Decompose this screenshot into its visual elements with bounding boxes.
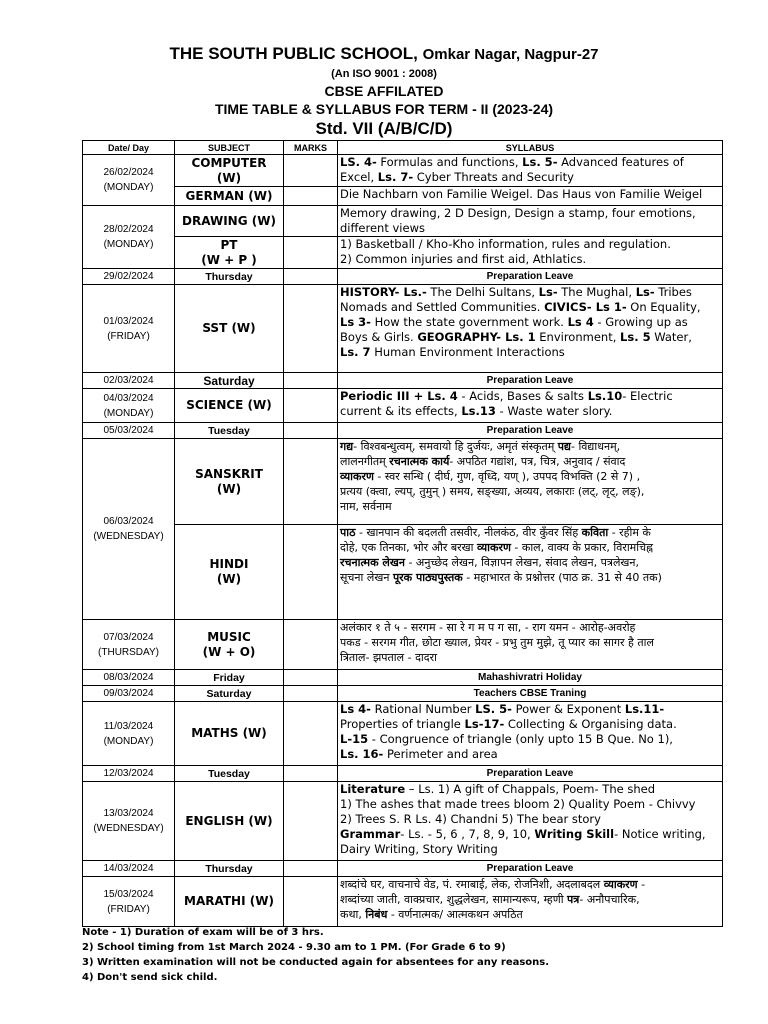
note-line: 4) Don't send sick child. (82, 972, 218, 983)
marks-cell (284, 670, 338, 686)
note-cell: Preparation Leave (338, 373, 723, 389)
subject-cell: HINDI (W) (175, 525, 284, 620)
syllabus-cell: पाठ - खानपान की बदलती तसवीर, नीलकंठ, वीर कुँवर सिंह कविता - रहीम के दोहे, एक तिनका, भोर और बरखा व्याकरण - काल, वाक्य के प्रकार, विरामचिह्न रचनात्मक लेखन - अनुच्छेद लेखन, विज्ञापन लेखन, संवाद लेखन, पत्रलेखन, सूचना लेखन पूरक पाठ्यपुस्तक - महाभारत के प्रश्नोत्तर (पाठ क्र. 31 से 40 तक) (338, 525, 723, 620)
table-row (83, 877, 723, 927)
subject-cell: GERMAN (W) (175, 187, 284, 206)
table-row (83, 766, 723, 782)
table-row (83, 670, 723, 686)
subject-cell: SCIENCE (W) (175, 389, 284, 423)
col-syllabus: SYLLABUS (338, 141, 723, 155)
marks-cell (284, 423, 338, 439)
date-cell: 09/03/2024 (83, 686, 175, 702)
notes (82, 925, 549, 985)
note-cell: Preparation Leave (338, 423, 723, 439)
marks-cell (284, 155, 338, 187)
syllabus-cell: Literature – Ls. 1) A gift of Chappals, Poem- The shed 1) The ashes that made trees bloom 2) Quality Poem - Chivvy 2) Trees S. R Ls. 4) Chandni 5) The bear story Grammar- Ls. - 5, 6 , 7, 8, 9, 10, Writing Skill- Notice writing, Dairy Writing, Story Writing (338, 782, 723, 861)
date-cell: 08/03/2024 (83, 670, 175, 686)
col-marks: MARKS (284, 141, 338, 155)
date-cell: 11/03/2024 (MONDAY) (83, 702, 175, 766)
marks-cell (284, 285, 338, 373)
table-row (83, 285, 723, 373)
subject-cell: COMPUTER (W) (175, 155, 284, 187)
table-row (83, 237, 723, 269)
note-cell: Preparation Leave (338, 269, 723, 285)
marks-cell (284, 877, 338, 927)
table-row (83, 423, 723, 439)
table-row (83, 187, 723, 206)
document-title: TIME TABLE & SYLLABUS FOR TERM - II (2023-24) (214, 101, 554, 117)
standard: Std. VII (A/B/C/D) (315, 119, 453, 138)
subject-cell: MUSIC (W + O) (175, 620, 284, 670)
table-row (83, 389, 723, 423)
marks-cell (284, 702, 338, 766)
marks-cell (284, 620, 338, 670)
date-cell: 26/02/2024 (MONDAY) (83, 155, 175, 206)
iso-line: (An ISO 9001 : 2008) (331, 68, 437, 80)
affiliation: CBSE AFFILATED (324, 83, 444, 99)
note-cell: Mahashivratri Holiday (338, 670, 723, 686)
syllabus-cell: Die Nachbarn von Familie Weigel. Das Haus von Familie Weigel (338, 187, 723, 206)
table-row (83, 525, 723, 620)
subject-cell: MATHS (W) (175, 702, 284, 766)
day-cell: Saturday (175, 686, 284, 702)
syllabus-cell: गद्य- विश्वबन्धुत्वम्, समवायो हि दुर्जयः, अमृतं संस्कृतम् पद्य- विद्याधनम्, लालनगीतम् रचनात्मक कार्य- अपठित गद्यांश, पत्र, चित्र, अनुवाद / संवाद व्याकरण - स्वर सन्धि ( दीर्घ, गुण, वृध्दि, यण् ), उपपद विभक्ति (2 से 7) , प्रत्यय (क्त्वा, ल्यप्, तुमुन् ) समय, सङ्ख्या, अव्यय, लकाराः (लट्, लृट्, लङ्), नाम, सर्वनाम (338, 439, 723, 525)
subject-cell: SST (W) (175, 285, 284, 373)
marks-cell (284, 686, 338, 702)
table-row (83, 861, 723, 877)
marks-cell (284, 782, 338, 861)
subject-cell: MARATHI (W) (175, 877, 284, 927)
date-cell: 02/03/2024 (83, 373, 175, 389)
date-cell: 01/03/2024 (FRIDAY) (83, 285, 175, 373)
marks-cell (284, 525, 338, 620)
marks-cell (284, 373, 338, 389)
date-cell: 13/03/2024 (WEDNESDAY) (83, 782, 175, 861)
note-cell: Preparation Leave (338, 766, 723, 782)
marks-cell (284, 269, 338, 285)
note-line: 3) Written examination will not be conducted again for absentees for any reasons. (82, 957, 550, 968)
date-cell: 15/03/2024 (FRIDAY) (83, 877, 175, 927)
note-line: Note - 1) Duration of exam will be of 3 hrs. (82, 927, 324, 938)
syllabus-cell: Memory drawing, 2 D Design, Design a stamp, four emotions, different views (338, 206, 723, 237)
day-cell: Tuesday (175, 423, 284, 439)
marks-cell (284, 237, 338, 269)
date-cell: 14/03/2024 (83, 861, 175, 877)
table-row (83, 373, 723, 389)
syllabus-cell: Ls 4- Rational Number LS. 5- Power & Exponent Ls.11- Properties of triangle Ls-17- Collecting & Organising data. L-15 - Congruence of triangle (only upto 15 B Que. No 1), Ls. 16- Perimeter and area (338, 702, 723, 766)
school-name: THE SOUTH PUBLIC SCHOOL, Omkar Nagar, Nagpur-27 (169, 44, 599, 63)
subject-cell: DRAWING (W) (175, 206, 284, 237)
col-date: Date/ Day (83, 141, 175, 155)
table-row (83, 686, 723, 702)
day-cell: Thursday (175, 269, 284, 285)
date-cell: 06/03/2024 (WEDNESDAY) (83, 439, 175, 620)
syllabus-cell: अलंकार १ ते ५ - सरगम - सा रे ग म प ग सा, - राग यमन - आरोह-अवरोह पकड - सरगम गीत, छोटा ख्याल, प्रेयर - प्रभु तुम मुझे, तू प्यार का सागर है ताल त्रिताल- झपताल - दादरा (338, 620, 723, 670)
day-cell: Friday (175, 670, 284, 686)
table-row (83, 620, 723, 670)
table-row (83, 155, 723, 187)
date-cell: 29/02/2024 (83, 269, 175, 285)
col-subject: SUBJECT (175, 141, 284, 155)
table-row (83, 782, 723, 861)
note-cell: Preparation Leave (338, 861, 723, 877)
subject-cell: PT (W + P ) (175, 237, 284, 269)
date-cell: 12/03/2024 (83, 766, 175, 782)
marks-cell (284, 187, 338, 206)
syllabus-cell: Periodic III + Ls. 4 - Acids, Bases & salts Ls.10- Electric current & its effects, Ls.13 - Waste water slory. (338, 389, 723, 423)
table-header-row (83, 141, 723, 155)
date-cell: 05/03/2024 (83, 423, 175, 439)
syllabus-cell: HISTORY- Ls.- The Delhi Sultans, Ls- The Mughal, Ls- Tribes Nomads and Settled Communities. CIVICS- Ls 1- On Equality, Ls 3- How the state government work. Ls 4 - Growing up as Boys & Girls. GEOGRAPHY- Ls. 1 Environment, Ls. 5 Water, Ls. 7 Human Environment Interactions (338, 285, 723, 373)
day-cell: Thursday (175, 861, 284, 877)
marks-cell (284, 206, 338, 237)
syllabus-cell: शब्दांचे घर, वाचनाचे वेड, पं. रमाबाई, लेक, रोजनिशी, अदलाबदल व्याकरण - शब्दांच्या जाती, वाक्प्रचार, शुद्धलेखन, सामान्यरूप, म्हणी पत्र- अनौपचारिक, कथा, निबंध - वर्णनात्मक/ आत्मकथन अपठित (338, 877, 723, 927)
table-row (83, 439, 723, 525)
date-cell: 04/03/2024 (MONDAY) (83, 389, 175, 423)
note-cell: Teachers CBSE Traning (338, 686, 723, 702)
school-address: Omkar Nagar, Nagpur-27 (422, 46, 599, 63)
subject-cell: SANSKRIT (W) (175, 439, 284, 525)
marks-cell (284, 389, 338, 423)
syllabus-cell: LS. 4- Formulas and functions, Ls. 5- Advanced features of Excel, Ls. 7- Cyber Threats and Security (338, 155, 723, 187)
marks-cell (284, 439, 338, 525)
timetable (82, 140, 723, 927)
day-cell: Saturday (175, 373, 284, 389)
day-cell: Tuesday (175, 766, 284, 782)
table-row (83, 206, 723, 237)
marks-cell (284, 861, 338, 877)
table-row (83, 702, 723, 766)
marks-cell (284, 766, 338, 782)
date-cell: 28/02/2024 (MONDAY) (83, 206, 175, 269)
date-cell: 07/03/2024 (THURSDAY) (83, 620, 175, 670)
note-line: 2) School timing from 1st March 2024 - 9.30 am to 1 PM. (For Grade 6 to 9) (82, 942, 506, 953)
table-row (83, 269, 723, 285)
syllabus-cell: 1) Basketball / Kho-Kho information, rules and regulation. 2) Common injuries and first aid, Athlatics. (338, 237, 723, 269)
subject-cell: ENGLISH (W) (175, 782, 284, 861)
